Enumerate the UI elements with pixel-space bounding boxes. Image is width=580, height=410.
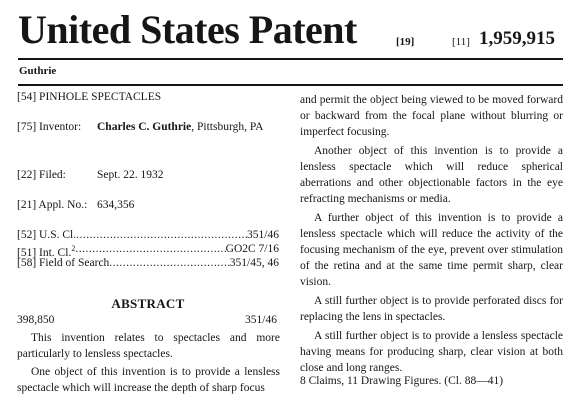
right-paragraph-5: A still further object is to provide a lensless spectacle having means for producing sharp, clear vision at both close and long ranges.: [300, 330, 563, 374]
appl-code: [21]: [17, 199, 37, 211]
search-field-label: [58] Field of Search: [17, 257, 110, 269]
right-paragraph-2: Another object of this invention is to provide a lensless spectacle which will reduce spherical aberrations and other objectionable factors in the eye refracting mechanisms or media.: [300, 145, 563, 205]
title-row: [17, 90, 161, 104]
search-field-row: [17, 256, 279, 270]
header-rule-bottom: [18, 84, 563, 86]
right-paragraph-4: A still further object is to provide perforated discs for replacing the lens in spectacles.: [300, 295, 563, 323]
us-class-value: 351/46: [247, 229, 279, 241]
abstract-paragraph-1: This invention relates to spectacles and more particularly to lensless spectacles.: [17, 332, 280, 360]
int-class-value: GO2C 7/16: [225, 243, 279, 255]
us-class-row: [17, 228, 279, 242]
abstract-heading: ABSTRACT: [111, 296, 185, 311]
invention-title: PINHOLE SPECTACLES: [39, 91, 162, 103]
patent-title: United States Patent: [18, 7, 357, 52]
filed-date: Sept. 22. 1932: [97, 169, 164, 181]
appl-label: Appl. No.:: [38, 199, 88, 211]
inventor-name: Charles C. Guthrie: [97, 121, 192, 133]
filed-row: [17, 168, 164, 182]
abstract-ref-class: 351/46: [245, 314, 277, 326]
patent-number: 1,959,915: [479, 28, 555, 49]
int-class-superscript: 2: [71, 244, 76, 253]
code-19: [19]: [396, 36, 415, 48]
abstract-paragraph-2: One object of this invention is to provide a lensless spectacle which will increase the depth of sharp focus: [17, 366, 280, 394]
inventor-row: [17, 120, 264, 134]
title-code: [54]: [17, 91, 37, 103]
header-rule-top: [18, 58, 563, 60]
filed-label: Filed:: [39, 169, 66, 181]
us-class-label: [52] U.S. Cl.: [17, 229, 77, 241]
appl-row: [17, 198, 135, 212]
right-column: [300, 92, 563, 379]
inventor-surname: Guthrie: [19, 65, 57, 77]
filed-code: [22]: [17, 169, 37, 181]
right-paragraph-3: A further object of this invention is to provide a lensless spectacle which will reduce the activity of the focusing mechanism of the eye, prevent over stimulation of the retina and at the same time permit sharp, clear vision.: [300, 212, 563, 288]
code-11: [11]: [452, 36, 470, 48]
inventor-code: [75]: [17, 121, 37, 133]
abstract-ref-number: 398,850: [17, 314, 55, 326]
inventor-label: Inventor:: [39, 121, 82, 133]
inventor-location: , Pittsburgh, PA: [191, 121, 264, 133]
claims-summary: 8 Claims, 11 Drawing Figures. (Cl. 88—41): [300, 375, 504, 387]
search-field-value: 351/45, 46: [229, 257, 279, 269]
appl-number: 634,356: [97, 199, 135, 211]
int-class-label: [51] Int. Cl.: [17, 246, 72, 259]
right-paragraph-1: and permit the object being viewed to be moved forward or backward from the focal plane without blurring or imperfect focusing.: [300, 94, 563, 138]
